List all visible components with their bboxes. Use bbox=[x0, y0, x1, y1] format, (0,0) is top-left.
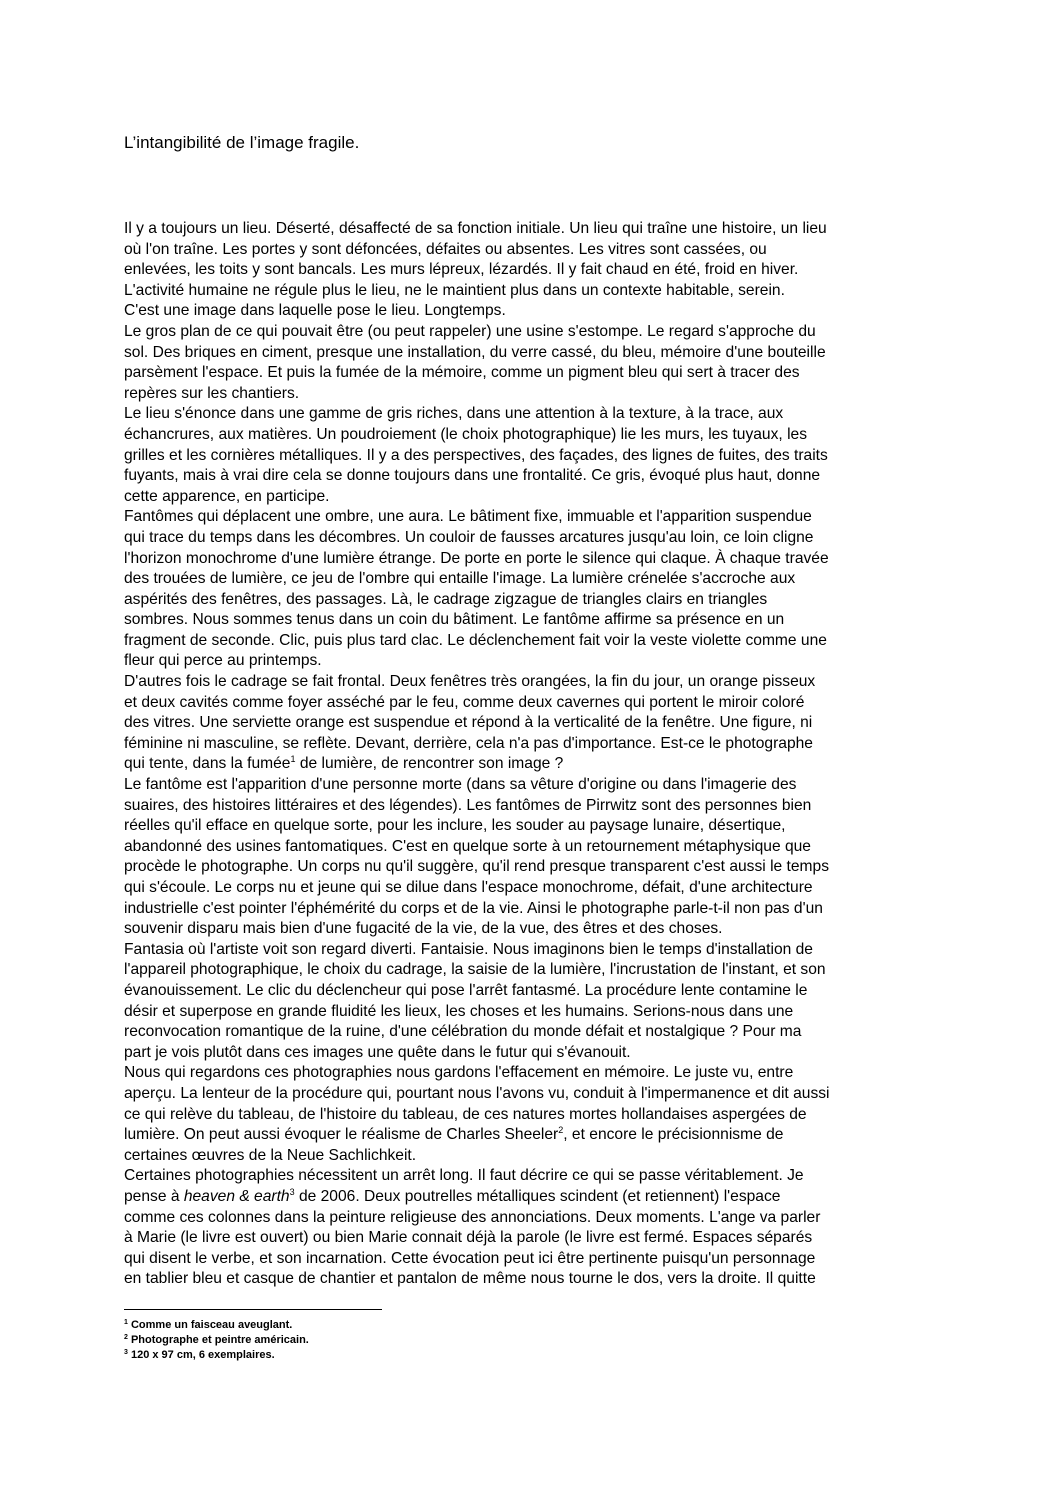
text-line: où l'on traîne. Les portes y sont défoncées, défaites ou absentes. Les vitres sont cassées, ou bbox=[124, 240, 767, 258]
text-line: qui s'écoule. Le corps nu et jeune qui se dilue dans l'espace monochrome, défait, d'une architecture bbox=[124, 879, 813, 896]
text-line: évanouissement. Le clic du déclencheur qui pose l'arrêt fantasmé. La procédure lente contamine le bbox=[124, 981, 808, 999]
text-line: reconvocation romantique de la ruine, d'une célébration du monde défait et nostalgique ? Pour ma bbox=[124, 1023, 802, 1041]
footnote-number: 1 bbox=[124, 1319, 128, 1326]
text-line: des vitres. Une serviette orange est suspendue et répond à la verticalité de la fenêtre. Une figure, ni bbox=[124, 714, 813, 732]
text-line: L'activité humaine ne régule plus le lieu, ne le maintient plus dans un contexte habitable, serein. bbox=[124, 281, 785, 299]
text-line: C'est une image dans laquelle pose le lieu. Longtemps. bbox=[124, 302, 506, 320]
text-line: fleur qui perce au printemps. bbox=[124, 652, 322, 670]
footnote-separator bbox=[124, 1309, 382, 1310]
text-line: l'appareil photographique, le choix du cadrage, la saisie de la lumière, l'incrustation de l'instant, et son bbox=[124, 961, 826, 979]
text-line: industrielle c'est pointer l'éphémérité du corps et de la vie. Ainsi le photographe parle-t-il non pas d'un bbox=[124, 899, 823, 917]
artwork-title: heaven & earth bbox=[183, 1187, 290, 1205]
text-line: abandonné des usines fantomatiques. C'est en quelque sorte à un retournement métaphysique que bbox=[124, 837, 811, 855]
footnote-ref-1: 1 bbox=[290, 754, 296, 765]
footnote-ref-3: 3 bbox=[289, 1186, 295, 1197]
text-line: Il y a toujours un lieu. Déserté, désaffecté de sa fonction initiale. Un lieu qui traîne une histoire, un lieu bbox=[124, 220, 827, 237]
text-line: Le lieu s'énonce dans une gamme de gris riches, dans une attention à la texture, à la trace, aux bbox=[124, 405, 784, 423]
text-line: féminine ni masculine, se reflète. Devant, derrière, cela n'a pas d'importance. Est-ce le photographe bbox=[124, 734, 813, 752]
text-line: aperçu. La lenteur de la procédure qui, pourtant nous l'avons vu, conduit à l'impermanence et dit aussi bbox=[124, 1084, 830, 1102]
text-line bbox=[124, 1125, 939, 1146]
text-line: grilles et les cornières métalliques. Il y a des perspectives, des façades, des lignes de fuites, des traits bbox=[124, 446, 828, 464]
text-line: part je vois plutôt dans ces images une quête dans le futur qui s'évanouit. bbox=[124, 1043, 631, 1061]
footnote-ref-2: 2 bbox=[558, 1125, 564, 1136]
text-line: repères sur les chantiers. bbox=[124, 384, 300, 402]
text-line: parsèment l'espace. Et puis la fumée de la mémoire, comme un pigment bleu qui sert à tracer des bbox=[124, 364, 800, 382]
footnote-1 bbox=[124, 1318, 309, 1333]
text-line: échancrures, aux matières. Un poudroiement (le choix photographique) lie les murs, les tuyaux, les bbox=[124, 425, 808, 443]
text-segment: pense à bbox=[124, 1187, 184, 1205]
footnote-text: 120 x 97 cm, 6 exemplaires. bbox=[130, 1349, 275, 1361]
footnote-2 bbox=[124, 1333, 309, 1348]
text-line: Le fantôme est l'apparition d'une personne morte (dans sa vêture d'origine ou dans l'imagerie des bbox=[124, 776, 797, 794]
footnotes bbox=[124, 1318, 309, 1363]
text-line: Nous qui regardons ces photographies nous gardons l'effacement en mémoire. Le juste vu, entre bbox=[124, 1064, 794, 1082]
text-line: comme ces colonnes dans la peinture religieuse des annonciations. Deux moments. L'ange va parler bbox=[124, 1208, 821, 1226]
text-line: procède le photographe. Un corps nu qu'il suggère, qu'il rend presque transparent c'est aussi le temps bbox=[124, 858, 830, 876]
text-line: fragment de seconde. Clic, puis plus tard clac. Le déclenchement fait voir la veste violette comme une bbox=[124, 631, 827, 649]
text-line: Certaines photographies nécessitent un arrêt long. Il faut décrire ce qui se passe véritablement. Je bbox=[124, 1167, 804, 1185]
text-line: certaines œuvres de la Neue Sachlichkeit. bbox=[124, 1146, 417, 1164]
text-line: aspérités des fenêtres, des passages. Là, le cadrage zigzague de triangles clairs en triangles bbox=[124, 590, 768, 608]
text-line: cette apparence, en participe. bbox=[124, 487, 330, 505]
text-line: enlevées, les toits y sont bancals. Les murs lépreux, lézardés. Il y fait chaud en été, froid en hiver. bbox=[124, 261, 799, 279]
text-line: désir et superpose en grande fluidité les lieux, les choses et les humains. Serions-nous dans une bbox=[124, 1002, 794, 1020]
document-title: L’intangibilité de l’image fragile. bbox=[124, 133, 360, 152]
text-line: en tablier bleu et casque de chantier et pantalon de même nous tourne le dos, vers la droite. Il quitte bbox=[124, 1270, 816, 1288]
text-segment: de lumière, de rencontrer son image ? bbox=[299, 755, 564, 773]
text-line: fuyants, mais à vrai dire cela se donne toujours dans une frontalité. Ce gris, évoqué plus haut, donne bbox=[124, 467, 821, 485]
text-line: Fantasia où l'artiste voit son regard diverti. Fantaisie. Nous imaginons bien le temps d'installation de bbox=[124, 940, 813, 958]
text-line: qui disent le verbe, et son incarnation. Cette évocation peut ici être pertinente puisqu'un personnage bbox=[124, 1249, 816, 1267]
text-line: des trouées de lumière, ce jeu de l'ombre qui entaille l'image. La lumière crénelée s'accroche aux bbox=[124, 570, 796, 588]
text-line: suaires, des histoires littéraires et des légendes). Les fantômes de Pirrwitz sont des personnes bien bbox=[124, 796, 812, 814]
body-text bbox=[124, 219, 939, 1290]
text-line: réelles qu'il efface en quelque sorte, pour les inclure, les souder au paysage lunaire, désertique, bbox=[124, 817, 786, 835]
text-segment: , et encore le précisionnisme de bbox=[563, 1126, 784, 1144]
footnote-number: 2 bbox=[124, 1334, 128, 1341]
text-line: ce qui relève du tableau, de l'histoire du tableau, de ces natures mortes hollandaises aspergées de bbox=[124, 1105, 807, 1123]
text-line: D'autres fois le cadrage se fait frontal. Deux fenêtres très orangées, la fin du jour, un orange pisseux bbox=[124, 673, 816, 691]
text-line: Fantômes qui déplacent une ombre, une aura. Le bâtiment fixe, immuable et l'apparition suspendue bbox=[124, 508, 812, 526]
text-line: sol. Des briques en ciment, presque une installation, du verre cassé, du bleu, mémoire d'une bouteille bbox=[124, 343, 826, 361]
text-line: qui trace du temps dans les décombres. Un couloir de fausses arcatures jusqu'au loin, ce loin cligne bbox=[124, 528, 814, 546]
footnote-3 bbox=[124, 1348, 309, 1363]
text-line: et deux cavités comme foyer asséché par le feu, comme deux cavernes qui portent le miroir coloré bbox=[124, 693, 805, 711]
text-segment: lumière. On peut aussi évoquer le réalisme de Charles Sheeler bbox=[124, 1126, 559, 1144]
text-line bbox=[124, 1187, 939, 1208]
footnote-text: Comme un faisceau aveuglant. bbox=[130, 1319, 293, 1331]
text-line: sombres. Nous sommes tenus dans un coin du bâtiment. Le fantôme affirme sa présence en un bbox=[124, 611, 785, 629]
text-segment: de 2006. Deux poutrelles métalliques scindent (et retiennent) l'espace bbox=[294, 1187, 781, 1205]
text-line: l'horizon monochrome d'une lumière étrange. De porte en porte le silence qui claque. À chaque travée bbox=[124, 549, 829, 567]
text-line bbox=[124, 754, 939, 775]
text-line: Le gros plan de ce qui pouvait être (ou peut rappeler) une usine s'estompe. Le regard s'approche du bbox=[124, 322, 816, 340]
footnote-number: 3 bbox=[124, 1349, 128, 1356]
text-line: à Marie (le livre est ouvert) ou bien Marie connait déjà la parole (le livre est fermé. Espaces séparés bbox=[124, 1229, 813, 1247]
text-segment: qui tente, dans la fumée bbox=[124, 755, 291, 773]
footnote-text: Photographe et peintre américain. bbox=[130, 1334, 309, 1346]
text-line: souvenir disparu mais bien d'une fugacité de la vie, de la vue, des êtres et des choses. bbox=[124, 920, 723, 938]
